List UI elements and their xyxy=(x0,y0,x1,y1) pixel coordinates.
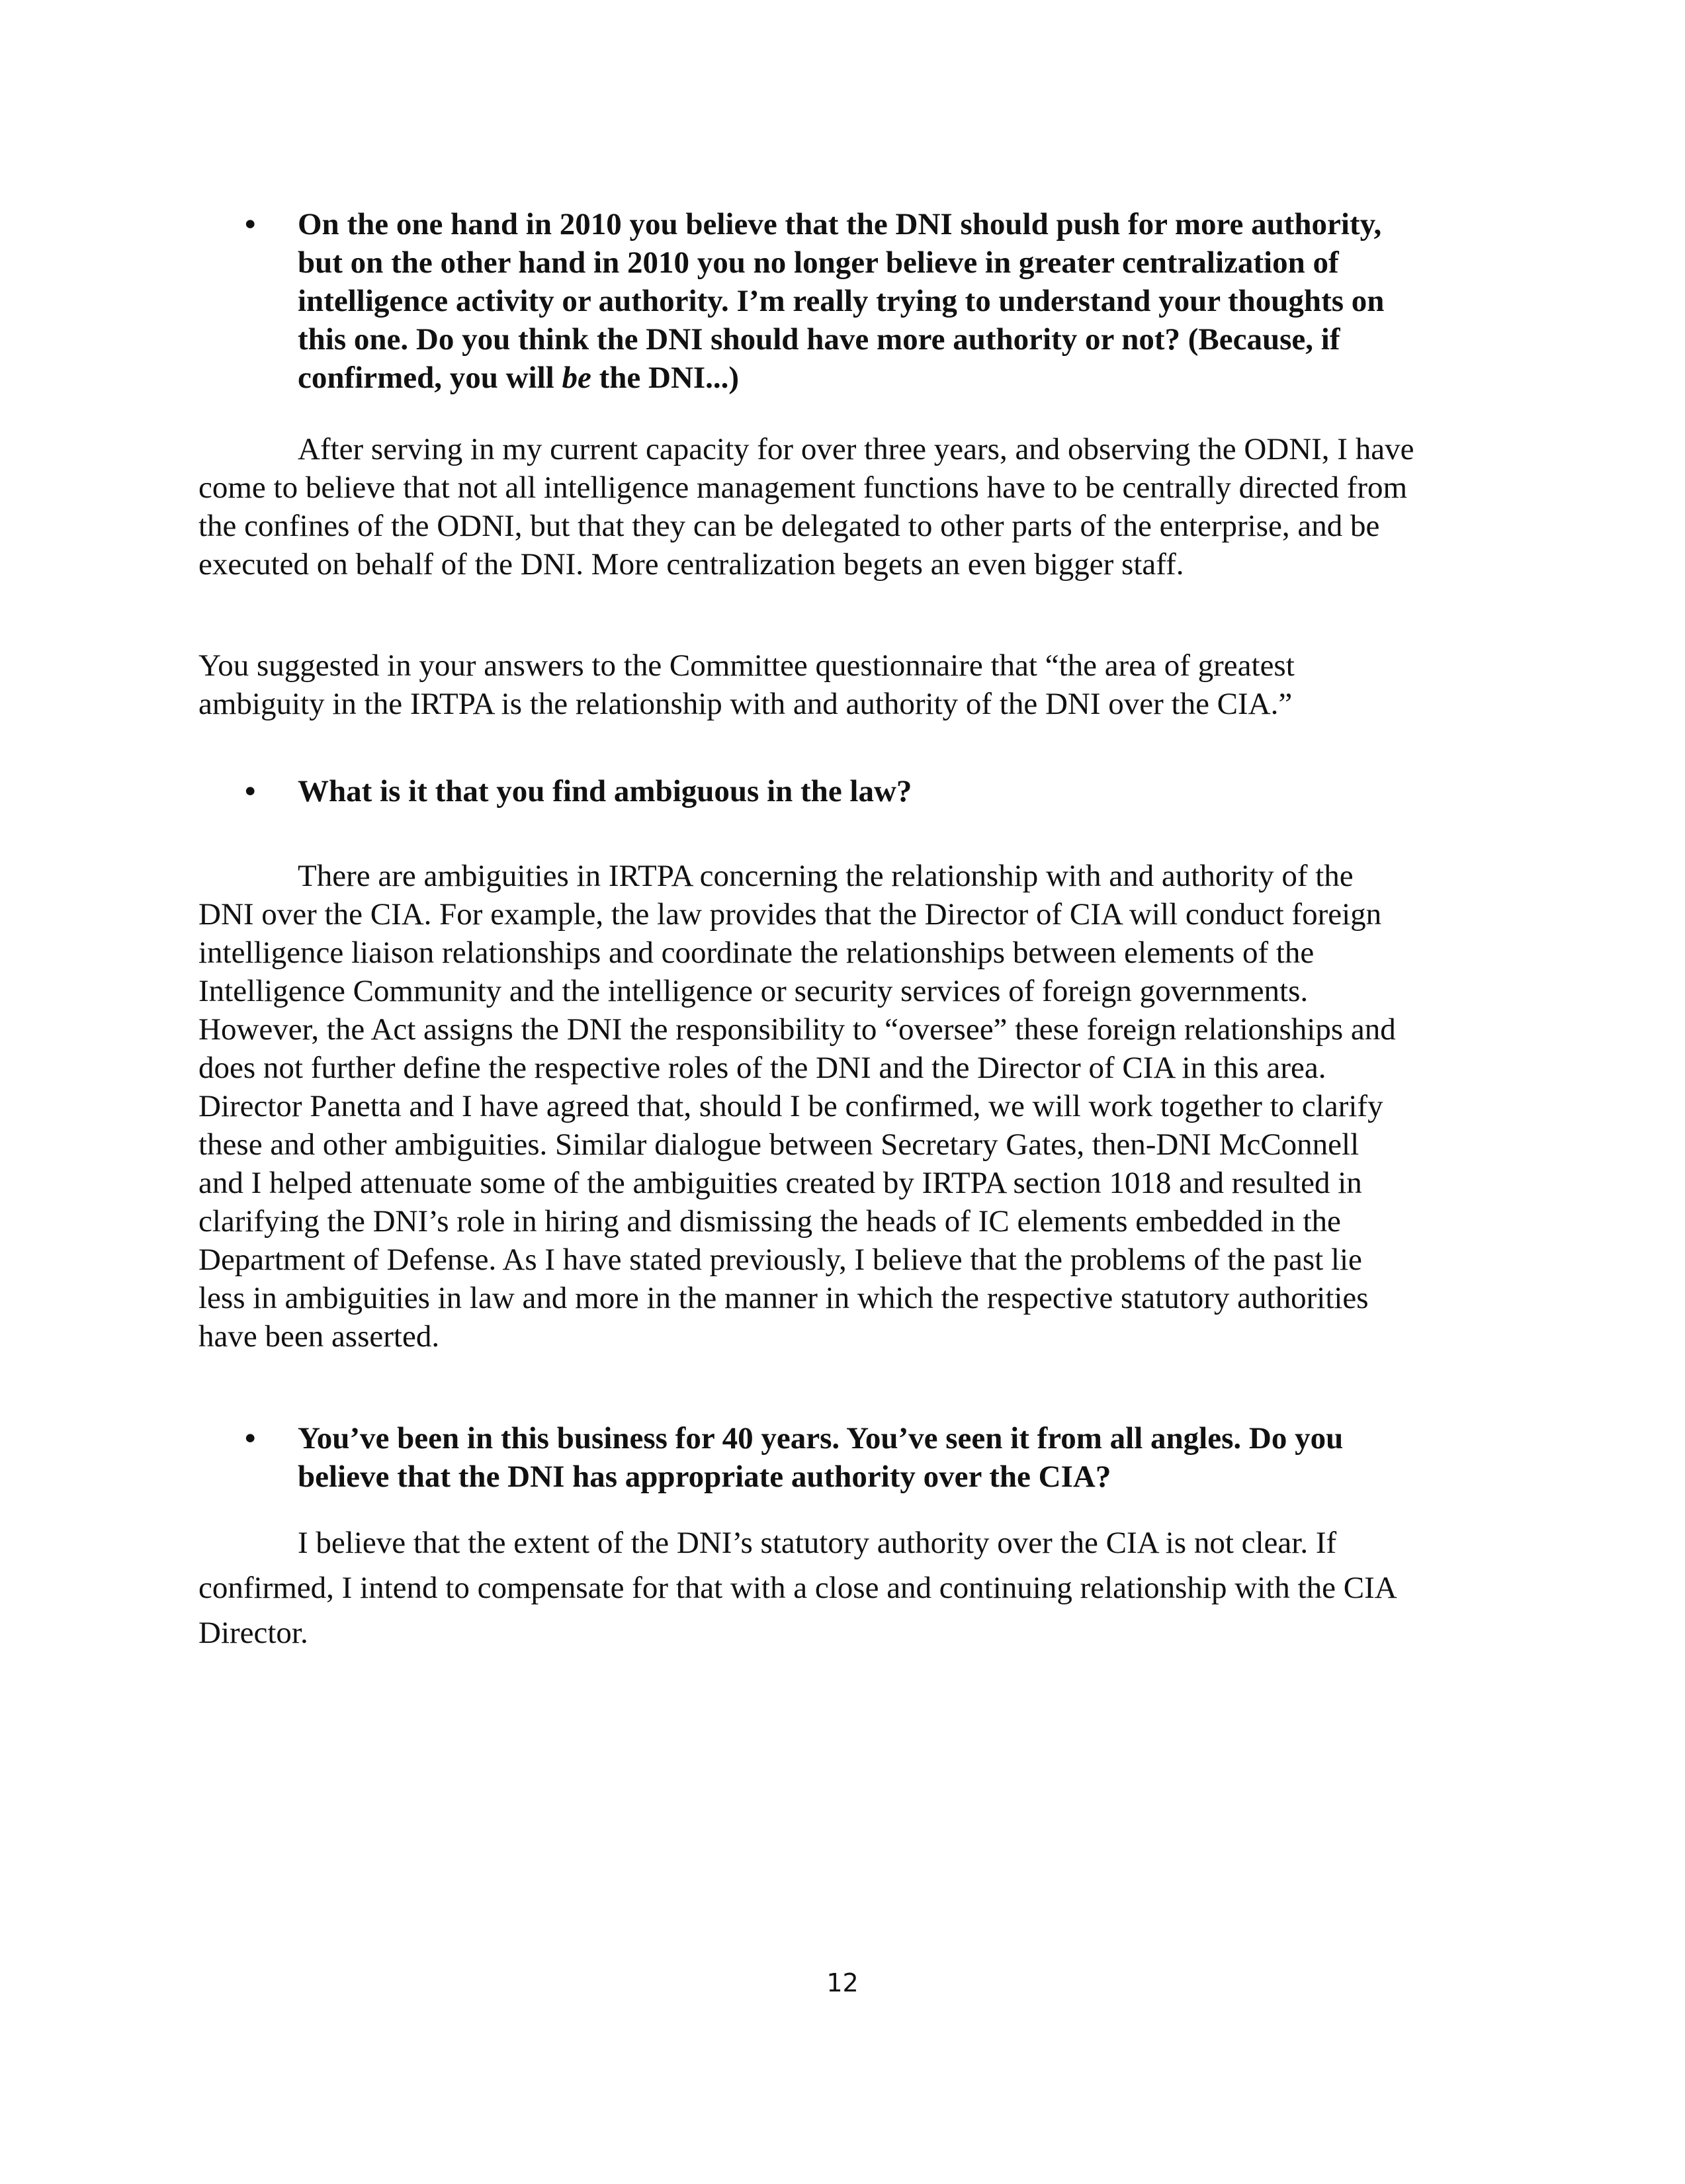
answer-2-line: Director Panetta and I have agreed that, should I be confirmed, we will work together to clarify xyxy=(198,1089,1383,1123)
question-1-fragment: confirmed, you will xyxy=(298,361,562,395)
question-1-line xyxy=(298,359,1502,397)
answer-2-line: However, the Act assigns the DNI the responsibility to “oversee” these foreign relationships and xyxy=(198,1012,1396,1047)
answer-3-line: I believe that the extent of the DNI’s statutory authority over the CIA is not clear. If xyxy=(298,1526,1337,1560)
question-3 xyxy=(245,1419,1502,1496)
question-2-line: What is it that you find ambiguous in the law? xyxy=(298,774,912,808)
intro-paragraph xyxy=(198,646,1489,723)
answer-3-line: confirmed, I intend to compensate for that with a close and continuing relationship with the CIA xyxy=(198,1571,1397,1605)
answer-2-line: clarifying the DNI’s role in hiring and dismissing the heads of IC elements embedded in the xyxy=(198,1204,1341,1239)
intro-line: You suggested in your answers to the Committee questionnaire that “the area of greatest xyxy=(198,648,1295,683)
question-1-fragment: the DNI...) xyxy=(591,361,740,395)
answer-2-line: these and other ambiguities. Similar dialogue between Secretary Gates, then-DNI McConnell xyxy=(198,1127,1360,1162)
question-1 xyxy=(245,205,1502,397)
answer-2-line: have been asserted. xyxy=(198,1319,440,1354)
question-1-line: this one. Do you think the DNI should have more authority or not? (Because, if xyxy=(298,322,1340,357)
answer-2-line: Department of Defense. As I have stated previously, I believe that the problems of the past lie xyxy=(198,1243,1362,1277)
question-1-line: but on the other hand in 2010 you no longer believe in greater centralization of xyxy=(298,245,1339,280)
answer-2 xyxy=(198,857,1489,1356)
question-3-line: believe that the DNI has appropriate authority over the CIA? xyxy=(298,1460,1111,1494)
intro-line: ambiguity in the IRTPA is the relationship with and authority of the DNI over the CIA.” xyxy=(198,687,1293,721)
answer-3 xyxy=(198,1520,1489,1655)
answer-2-line: There are ambiguities in IRTPA concerning the relationship with and authority of the xyxy=(298,859,1354,893)
bullet-icon: • xyxy=(245,774,256,808)
question-1-emphasis: be xyxy=(562,361,591,395)
answer-2-line: does not further define the respective roles of the DNI and the Director of CIA in this area. xyxy=(198,1051,1326,1085)
question-2 xyxy=(245,772,1502,810)
answer-2-line: less in ambiguities in law and more in the manner in which the respective statutory authorities xyxy=(198,1281,1369,1315)
question-1-text xyxy=(298,205,1502,397)
answer-1 xyxy=(198,430,1489,584)
question-3-text xyxy=(298,1419,1502,1496)
answer-2-line: DNI over the CIA. For example, the law provides that the Director of CIA will conduct foreign xyxy=(198,897,1382,932)
answer-1-line: the confines of the ODNI, but that they can be delegated to other parts of the enterprise, and be xyxy=(198,509,1380,543)
question-2-text xyxy=(298,772,1502,810)
question-1-line: On the one hand in 2010 you believe that the DNI should push for more authority, xyxy=(298,207,1382,241)
answer-2-line: and I helped attenuate some of the ambiguities created by IRTPA section 1018 and resulted in xyxy=(198,1166,1362,1200)
question-1-line: intelligence activity or authority. I’m really trying to understand your thoughts on xyxy=(298,284,1385,318)
bullet-icon: • xyxy=(245,207,256,241)
answer-1-line: executed on behalf of the DNI. More centralization begets an even bigger staff. xyxy=(198,547,1184,582)
answer-3-line: Director. xyxy=(198,1616,308,1650)
answer-2-line: Intelligence Community and the intelligence or security services of foreign governments. xyxy=(198,974,1309,1008)
question-3-line: You’ve been in this business for 40 years. You’ve seen it from all angles. Do you xyxy=(298,1421,1344,1456)
answer-2-line: intelligence liaison relationships and coordinate the relationships between elements of the xyxy=(198,936,1315,970)
answer-1-line: come to believe that not all intelligence management functions have to be centrally directed from xyxy=(198,470,1408,505)
page-number: 12 xyxy=(826,1968,859,1997)
answer-1-line: After serving in my current capacity for over three years, and observing the ODNI, I have xyxy=(298,432,1414,466)
bullet-icon: • xyxy=(245,1421,256,1456)
